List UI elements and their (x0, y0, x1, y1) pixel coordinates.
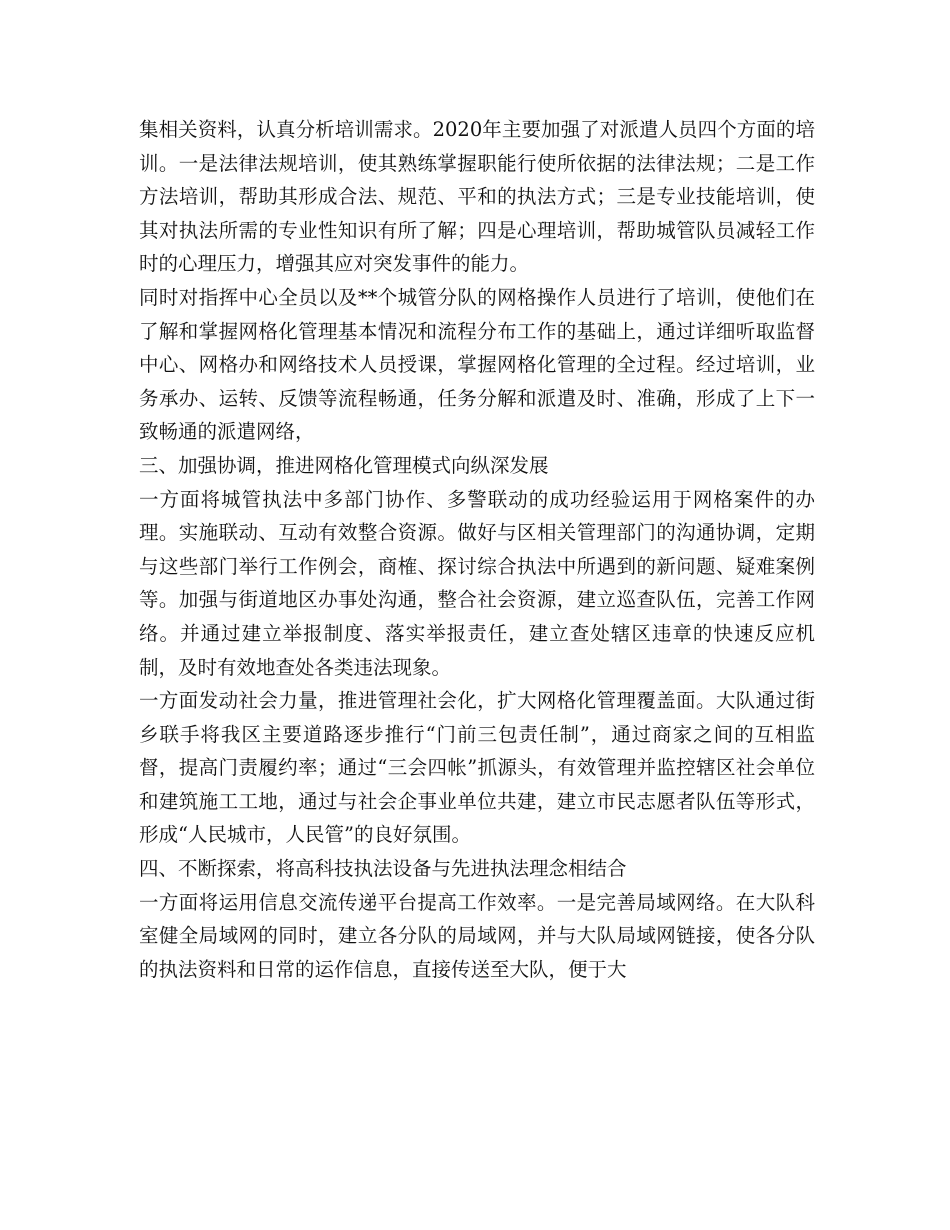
section-heading-technology: 四、不断探索，将高科技执法设备与先进执法理念相结合 (139, 857, 627, 881)
paragraph-information-platform: 一方面将运用信息交流传递平台提高工作效率。一是完善局域网络。在大队科室健全局域网的同时，建立各分队的局域网，并与大队局域网链接，使各分队的执法资料和日常的运作信息，直接传送至大队，便于大 (139, 890, 815, 981)
paragraph-grid-training: 同时对指挥中心全员以及**个城管分队的网格操作人员进行了培训，使他们在了解和掌握网格化管理基本情况和流程分布工作的基础上，通过详细听取监督中心、网格办和网络技术人员授课，掌握网格化管理的全过程。经过培训，业务承办、运转、反馈等流程畅通，任务分解和派遣及时、准确，形成了上下一致畅通的派遣网络， (139, 285, 815, 444)
paragraph-training-needs: 集相关资料，认真分析培训需求。2020年主要加强了对派遣人员四个方面的培训。一是法律法规培训，使其熟练掌握职能行使所依据的法律法规；二是工作方法培训，帮助其形成合法、规范、平和的执法方式；三是专业技能培训，使其对执法所需的专业性知识有所了解；四是心理培训，帮助城管队员减轻工作时的心理压力，增强其应对突发事件的能力。 (139, 118, 815, 276)
paragraph-social-forces: 一方面发动社会力量，推进管理社会化，扩大网格化管理覆盖面。大队通过街乡联手将我区主要道路逐步推行“门前三包责任制”，通过商家之间的互相监督，提高门责履约率；通过“三会四帐”抓源头，有效管理并监控辖区社会单位和建筑施工工地，通过与社会企事业单位共建，建立市民志愿者队伍等形式，形成“人民城市，人民管”的良好氛围。 (139, 689, 815, 847)
section-heading-coordination: 三、加强协调，推进网格化管理模式向纵深发展 (139, 453, 549, 477)
document-body (139, 113, 815, 986)
paragraph-joint-action: 一方面将城管执法中多部门协作、多警联动的成功经验运用于网格案件的办理。实施联动、互动有效整合资源。做好与区相关管理部门的沟通协调，定期与这些部门举行工作例会，商榷、探讨综合执法中所遇到的新问题、疑难案例等。加强与街道地区办事处沟通，整合社会资源，建立巡查队伍，完善工作网络。并通过建立举报制度、落实举报责任，建立查处辖区违章的快速反应机制，及时有效地查处各类违法现象。 (139, 487, 815, 679)
